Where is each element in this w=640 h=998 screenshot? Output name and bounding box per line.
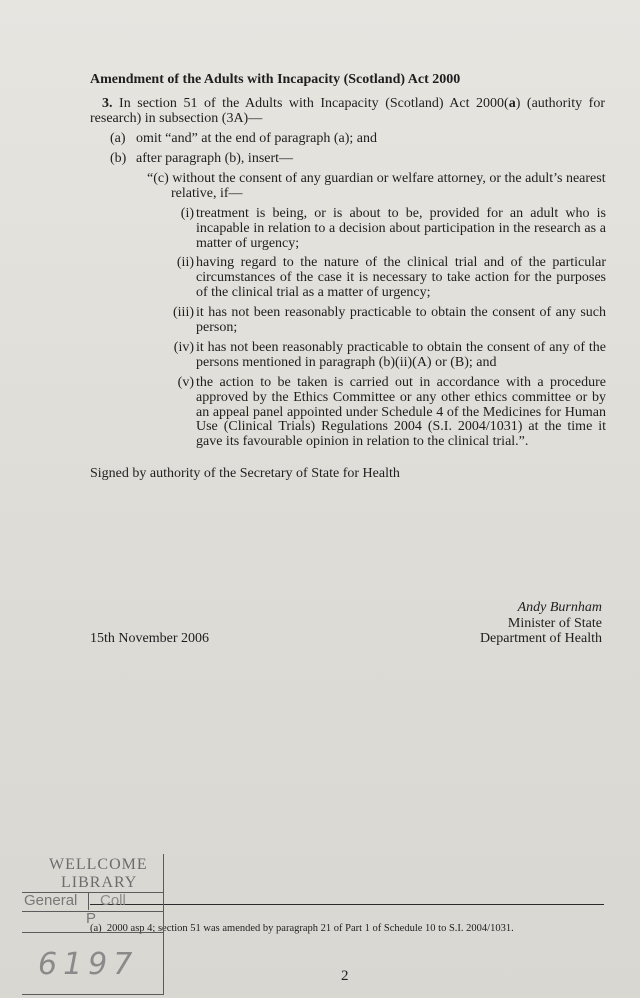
subparagraph-label: (i)	[180, 206, 194, 221]
amendment-text: omit “and” at the end of paragraph (a); and	[136, 131, 378, 146]
subparagraph-text: treatment is being, or is about to be, provided for an adult who is incapable in relation to a decision about participation in the research as a matter of urgency;	[196, 206, 606, 251]
signatory-department: Department of Health	[479, 631, 602, 646]
subparagraph-text: the action to be taken is carried out in accordance with a procedure approved by the Ethics Committee or any other ethics committee or by an appeal panel appointed under Schedule 4 of the Medicines for Human Use (Clinical Trials) Regulations 2004 (S.I. 2004/1031) at the time it gave its favourable opinion in relation to the clinical trial.”.	[196, 375, 606, 450]
subparagraph-text: having regard to the nature of the clinical trial and of the particular circumstances of the case it is necessary to take action for the purposes of the clinical trial as a matter of urgency;	[196, 255, 606, 300]
section-3-paragraph	[90, 97, 605, 127]
footnote-reference: a	[508, 96, 516, 111]
page-number: 2	[341, 968, 349, 984]
signing-date: 15th November 2006	[90, 631, 209, 646]
stamp-line-2: LIBRARY	[61, 874, 138, 891]
stamp-handwritten-number: 6197	[38, 947, 139, 982]
stamp-divider	[88, 892, 89, 910]
section-text-before: In section 51 of the Adults with Incapacity (Scotland) Act 2000(	[112, 96, 509, 111]
subparagraph-label: (iv)	[173, 340, 194, 355]
amendment-label: (a)	[110, 131, 126, 146]
stamp-line-1: WELLCOME	[49, 856, 148, 873]
stamp-mark: P	[86, 910, 97, 927]
library-stamp	[22, 854, 164, 995]
amendment-text: after paragraph (b), insert—	[136, 151, 294, 166]
signatory-title: Minister of State	[507, 616, 602, 631]
stamp-cell-left: General	[24, 892, 78, 909]
stamp-line	[22, 932, 163, 933]
section-number: 3.	[102, 96, 113, 111]
signatory-name: Andy Burnham	[517, 600, 602, 615]
signed-by-line: Signed by authority of the Secretary of State for Health	[90, 466, 400, 481]
footnote-label: (a)	[90, 923, 102, 934]
subparagraph-text: it has not been reasonably practicable to obtain the consent of any such person;	[196, 305, 606, 335]
subparagraph-label: (iii)	[173, 305, 194, 320]
stamp-cell-right: Coll	[100, 892, 126, 909]
footnote-text: 2000 asp 4; section 51 was amended by paragraph 21 of Part 1 of Schedule 10 to S.I. 2004/1031.	[106, 923, 514, 934]
subparagraph-label: (ii)	[176, 255, 194, 270]
subparagraph-label: (v)	[177, 375, 194, 390]
section-heading: Amendment of the Adults with Incapacity (Scotland) Act 2000	[90, 72, 461, 87]
inserted-c-line1: “(c) without the consent of any guardian or welfare attorney, or the adult’s nearest	[147, 171, 606, 186]
amendment-label: (b)	[110, 151, 127, 166]
footnote-rule	[90, 904, 604, 905]
inserted-c-line2: relative, if—	[171, 185, 243, 201]
section-text-after: ) (authority for research) in subsection (3A)—	[90, 96, 605, 126]
subparagraph-text: it has not been reasonably practicable to obtain the consent of any of the persons mentioned in paragraph (b)(ii)(A) or (B); and	[196, 340, 606, 370]
